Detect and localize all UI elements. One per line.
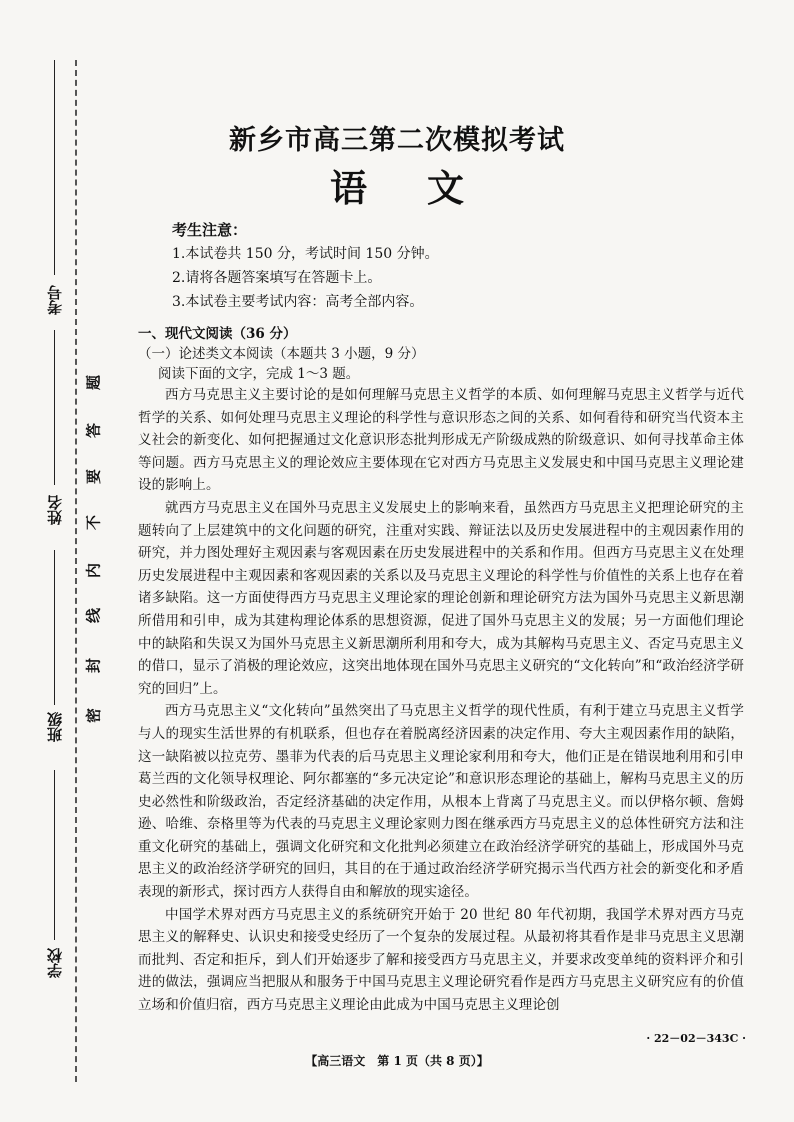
notice-item: 2.请将各题答案填写在答题卡上。: [172, 270, 382, 286]
seal-char: 密: [84, 708, 103, 724]
field-school-blank: [54, 770, 55, 940]
seal-dashed-line: [75, 60, 77, 1082]
field-name-blank: [54, 330, 55, 485]
seal-char: 不: [84, 515, 103, 531]
notice-item: 1.本试卷共 150 分，考试时间 150 分钟。: [172, 246, 439, 262]
passage-paragraph: 就西方马克思主义在国外马克思主义发展史上的影响来看，虽然西方马克思主义把理论研究的主题转向了上层建筑中的文化问题的研究，注重对实践、辩证法以及历史发展进程中的主观因素作用的研究，并力图处理好主观因素与客观因素在历史发展进程中的关系和作用。但西方马克思主义在处理历史发展进程中主观因素和客观因素的关系以及马克思主义理论的科学性与价值性的关系上也存在着诸多缺陷。这一方面使得西方马克思主义理论家的理论创新和理论研究方法为国外马克思主义新思潮所借用和引申，成为其建构理论体系的思想资源，促进了国外马克思主义的发展；另一方面他们理论中的缺陷和失误又为国外马克思主义新思潮所利用和夸大，成为其解构马克思主义、否定马克思主义的借口，显示了消极的理论效应，这突出地体现在国外马克思主义研究的“文化转向”和“政治经济学研究的回归”上。: [138, 499, 744, 697]
notice-heading: 考生注意：: [172, 221, 248, 239]
exam-subject: 语文: [330, 166, 524, 210]
seal-char: 线: [84, 608, 103, 624]
page-number: 【高三语文 第 1 页（共 8 页）】: [305, 1054, 489, 1068]
field-class-blank: [54, 550, 55, 705]
passage-paragraph: 西方马克思主义“文化转向”虽然突出了马克思主义哲学的现代性质，有利于建立马克思主义哲学与人的现实生活世界的有机联系，但也存在着脱离经济因素的决定作用、夸大主观因素作用的缺陷，这一缺陷被以拉克劳、墨菲为代表的后马克思主义理论家利用和夸大，他们正是在错误地利用和引申葛兰西的文化领导权理论、阿尔都塞的“多元决定论”和意识形态理论的基础上，解构马克思主义的历史必然性和阶级政治，否定经济基础的决定作用，从根本上背离了马克思主义。而以伊格尔顿、詹姆逊、哈维、奈格里等为代表的马克思主义理论家则力图在继承西方马克思主义的总体性研究方法和注重文化研究的基础上，强调文化研究和文化批判必须建立在政治经济学研究的基础上，形成国外马克思主义的政治经济学研究的回归，其目的在于通过政治经济学研究揭示当代西方社会的新变化和矛盾表现的新形式，探讨西方人获得自由和解放的现实途径。: [138, 703, 744, 901]
passage-paragraph: 西方马克思主义主要讨论的是如何理解马克思主义哲学的本质、如何理解马克思主义哲学与近代哲学的关系、如何处理马克思主义理论的科学性与意识形态之间的关系、如何看待和研究当代资本主义社会的新变化、如何把握通过文化意识形态批判形成无产阶级成熟的阶级意识、如何寻找革命主体等问题。西方马克思主义的理论效应主要体现在它对西方马克思主义发展史和中国马克思主义理论建设的影响上。: [138, 387, 744, 494]
field-exam-number-label: 考号: [46, 285, 64, 315]
field-school-label: 学校: [46, 948, 64, 978]
field-name-label: 姓名: [46, 495, 64, 525]
section-instruction: 阅读下面的文字，完成 1～3 题。: [158, 366, 360, 382]
seal-char: 封: [84, 658, 103, 674]
seal-char: 答: [84, 423, 103, 439]
notice-item: 3.本试卷主要考试内容：高考全部内容。: [172, 294, 424, 310]
section-subheading: （一）论述类文本阅读（本题共 3 小题，9 分）: [138, 346, 425, 362]
passage-paragraph: 中国学术界对西方马克思主义的系统研究开始于 20 世纪 80 年代初期，我国学术界对西方马克思主义的解释史、认识史和接受史经历了一个复杂的发展过程。从最初将其看作是非马克思主义思潮而批判、否定和拒斥，到人们开始逐步了解和接受西方马克思主义，并要求改变单纯的资料评介和引进的做法，强调应当把服从和服务于中国马克思主义理论研究看作是西方马克思主义研究应有的价值立场和价值归宿，西方马克思主义理论由此成为中国马克思主义理论创: [138, 906, 744, 1014]
candidate-notice: [172, 218, 439, 314]
reading-section: [138, 324, 744, 1017]
paper-code: · 22－02－343C ·: [646, 1032, 746, 1045]
field-class-label: 班级: [46, 712, 64, 742]
section-heading: 一、现代文阅读（36 分）: [138, 326, 297, 342]
seal-char: 内: [84, 563, 103, 579]
seal-char: 要: [84, 469, 103, 485]
seal-char: 题: [84, 375, 103, 391]
exam-title: 新乡市高三第二次模拟考试: [229, 125, 565, 156]
